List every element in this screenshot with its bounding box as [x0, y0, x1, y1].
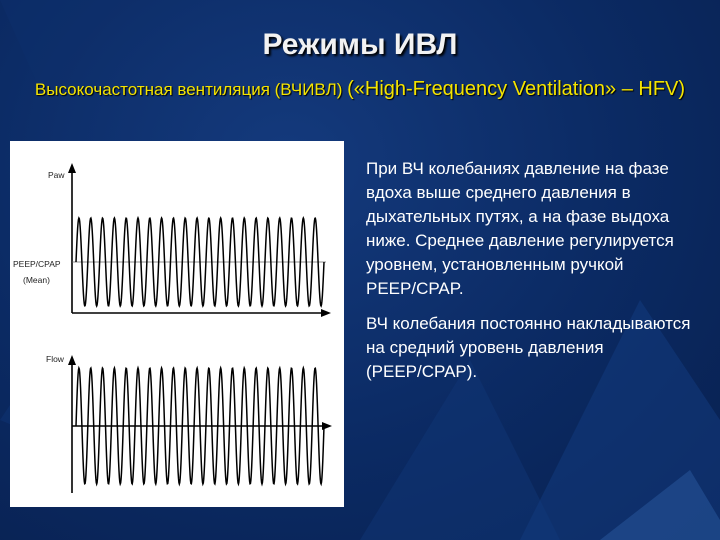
flow-y-arrow — [68, 355, 76, 365]
pressure-y-arrow — [68, 163, 76, 173]
subtitle-russian: Высокочастотная вентиляция (ВЧИВЛ) — [34, 80, 348, 99]
slide-title: Режимы ИВЛ — [262, 28, 458, 61]
paragraph-2: ВЧ колебания постоянно накладываются на средний уровень давления (PEEP/CPAP). — [366, 314, 691, 381]
description-text — [366, 157, 704, 395]
slide-subtitle — [14, 76, 706, 103]
pressure-x-arrow — [321, 309, 331, 317]
flow-axis-label: Flow — [46, 354, 64, 364]
subtitle-english: («High-Frequency Ventilation» – HFV) — [347, 78, 686, 100]
mean-label-line2: (Mean) — [23, 275, 50, 285]
pressure-axis-label: Paw — [48, 170, 65, 180]
paragraph-1: При ВЧ колебаниях давление на фазе вдоха выше среднего давления в дыхательных путях, а на фазе выдоха ниже. Среднее давление регулируется уровнем, установленным ручкой PEEP/CPAP. — [366, 159, 674, 298]
mean-label-line1: PEEP/CPAP — [13, 259, 61, 269]
hfv-waveform-diagram — [10, 141, 344, 507]
